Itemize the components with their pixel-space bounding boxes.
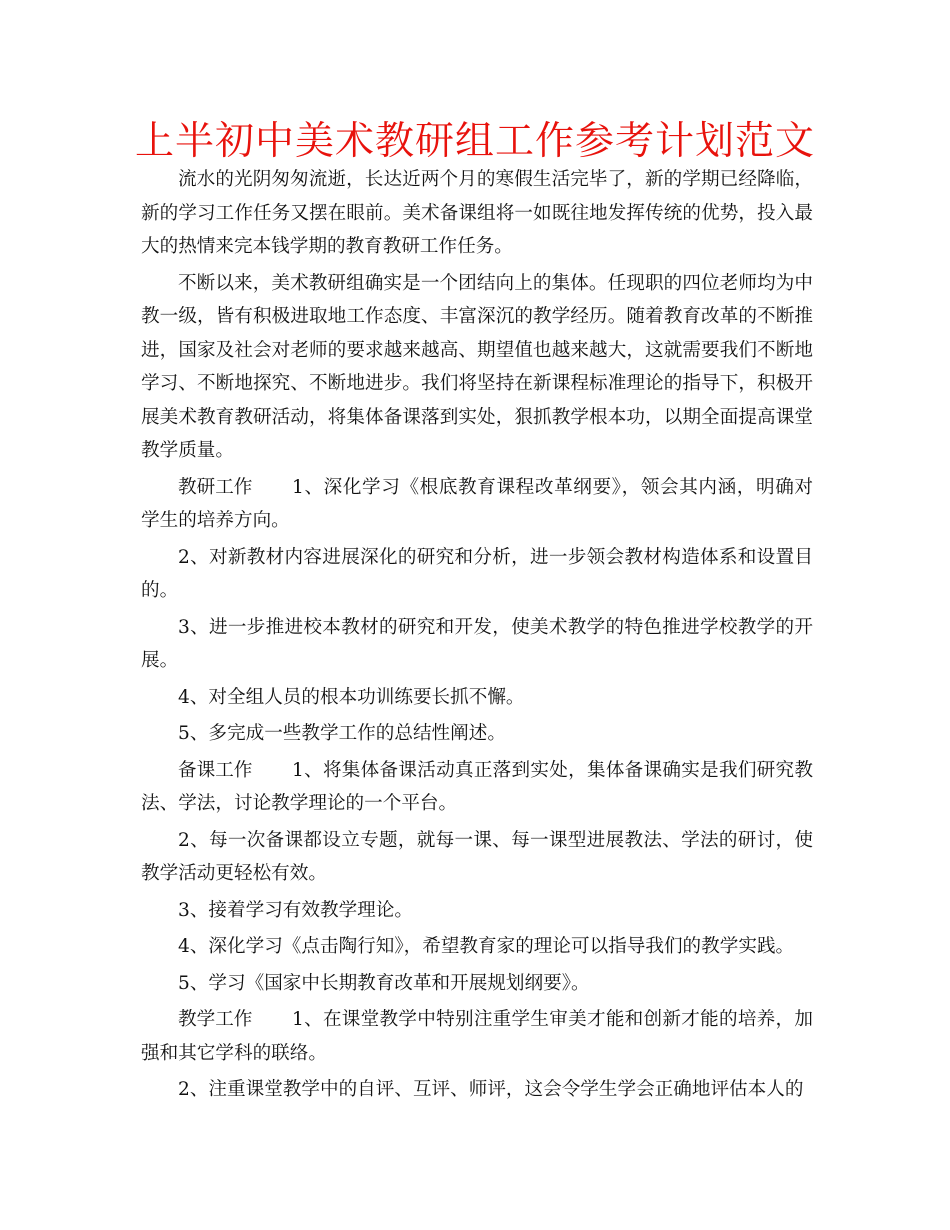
paragraph: [141, 754, 813, 821]
section-label: 教研工作: [178, 476, 253, 498]
paragraph: [141, 824, 813, 891]
paragraph: [141, 541, 813, 608]
document-title: 上半初中美术教研组工作参考计划范文: [134, 119, 815, 164]
paragraph-text: 不断以来，美术教研组确实是一个团结向上的集体。任现职的四位老师均为中教一级，皆有积极进取地工作态度、丰富深沉的教学经历。随着教育改革的不断推进，国家及社会对老师的要求越来越高、期望值也越来越大，这就需要我们不断地学习、不断地探究、不断地进步。我们将坚持在新课程标准理论的指导下，积极开展美术教育教研活动，将集体备课落到实处，狠抓教学根本功，以期全面提高课堂教学质量。: [141, 272, 813, 461]
paragraph: [141, 611, 813, 678]
document-body: [141, 163, 813, 1110]
paragraph-text: 流水的光阴匆匆流逝，长达近两个月的寒假生活完毕了，新的学期已经降临，新的学习工作任务又摆在眼前。美术备课组将一如既往地发挥传统的优势，投入最大的热情来完本钱学期的教育教研工作任务。: [141, 169, 813, 257]
paragraph-text: 2、每一次备课都设立专题，就每一课、每一课型进展教法、学法的研讨，使教学活动更轻松有效。: [141, 829, 813, 884]
paragraph: [141, 267, 813, 468]
paragraph-text: 4、对全组人员的根本功训练要长抓不懈。: [178, 686, 525, 708]
paragraph-text: 1、在课堂教学中特别注重学生审美才能和创新才能的培养，加强和其它学科的联络。: [141, 1009, 813, 1064]
paragraph-text: 1、深化学习《根底教育课程改革纲要》，领会其内涵，明确对学生的培养方向。: [141, 476, 813, 531]
paragraph-text: 2、对新教材内容进展深化的研究和分析，进一步领会教材构造体系和设置目的。: [141, 546, 813, 601]
paragraph-text: 2、注重课堂教学中的自评、互评、师评，这会令学生学会正确地评估本人的: [178, 1079, 804, 1100]
paragraph: [141, 1073, 813, 1107]
paragraph-text: 5、学习《国家中长期教育改革和开展规划纲要》。: [178, 972, 590, 994]
paragraph: [141, 967, 813, 1001]
paragraph: [141, 681, 813, 715]
paragraph: [141, 717, 813, 751]
paragraph-text: 5、多完成一些教学工作的总结性阐述。: [178, 723, 506, 744]
paragraph: [141, 930, 813, 964]
section-label: 教学工作: [178, 1009, 253, 1030]
section-label: 备课工作: [178, 759, 253, 781]
paragraph-text: 1、将集体备课活动真正落到实处，集体备课确实是我们研究教法、学法，讨论教学理论的一个平台。: [141, 759, 813, 814]
paragraph: [141, 471, 813, 538]
paragraph-text: 3、进一步推进校本教材的研究和开发，使美术教学的特色推进学校教学的开展。: [141, 616, 813, 671]
paragraph: [141, 894, 813, 928]
paragraph: [141, 1003, 813, 1070]
paragraph: [141, 163, 813, 264]
paragraph-text: 4、深化学习《点击陶行知》，希望教育家的理论可以指导我们的教学实践。: [178, 936, 795, 957]
paragraph-text: 3、接着学习有效教学理论。: [178, 899, 413, 921]
